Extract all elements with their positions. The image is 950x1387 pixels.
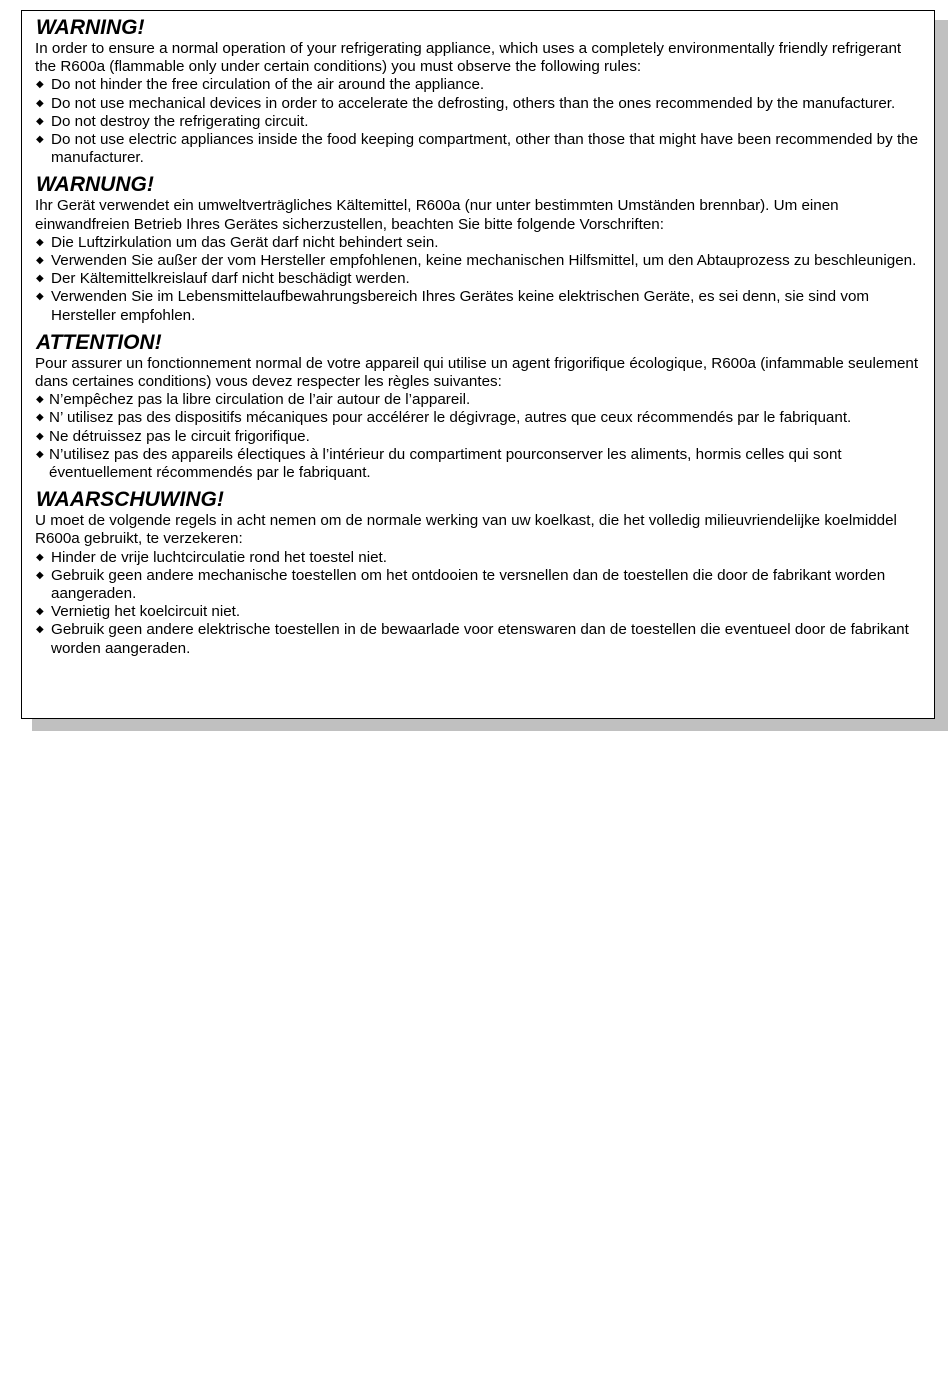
section-intro: Ihr Gerät verwendet ein umweltverträgliches Kältemittel, R600a (nur unter bestimmten Umständen brennbar). Um einen einwandfreien Betrieb Ihres Gerätes sicherzustellen, beachten Sie bitte folgende Vorschriften:: [35, 197, 839, 233]
list-item: [35, 234, 921, 252]
list-item: [35, 252, 921, 270]
section-dutch: [35, 488, 921, 658]
bullet-diamond-icon: ◆: [36, 97, 44, 109]
bullet-diamond-icon: ◆: [36, 236, 44, 248]
rules-list: [35, 549, 921, 658]
list-item: [35, 288, 921, 324]
section-french: [35, 331, 921, 482]
bullet-diamond-icon: ◆: [36, 430, 44, 442]
list-item-text: Vernietig het koelcircuit niet.: [51, 603, 241, 621]
list-item: [35, 409, 921, 427]
list-item: [35, 391, 921, 409]
bullet-diamond-icon: ◆: [36, 273, 44, 285]
bullet-diamond-icon: ◆: [36, 551, 44, 563]
list-item: [35, 446, 921, 482]
warning-box: [21, 10, 935, 719]
list-item: [35, 567, 921, 603]
bullet-diamond-icon: ◆: [36, 291, 44, 303]
list-item: [35, 621, 921, 657]
list-item-text: N’utilisez pas des appareils électiques à l’intérieur du compartiment pourconserver les aliments, hormis celles qui sont éventuellement récommendés par le fabriquant.: [49, 445, 842, 482]
list-item-text: Die Luftzirkulation um das Gerät darf nicht behindert sein.: [51, 233, 439, 251]
list-item: [35, 131, 921, 167]
list-item-text: Der Kältemittelkreislauf darf nicht beschädigt werden.: [51, 270, 410, 288]
list-item: [35, 270, 921, 288]
list-item-text: Gebruik geen andere mechanische toestellen om het ontdooien te versnellen dan de toestellen die door de fabrikant worden aangeraden.: [51, 566, 886, 603]
list-item-text: Do not destroy the refrigerating circuit.: [51, 112, 309, 130]
bullet-diamond-icon: ◆: [36, 448, 44, 460]
list-item-text: Do not use mechanical devices in order to accelerate the defrosting, others than the ones recommended by the manufacturer.: [51, 94, 896, 112]
section-german: [35, 173, 921, 324]
bullet-diamond-icon: ◆: [36, 134, 44, 146]
list-item-text: Ne détruissez pas le circuit frigorifique.: [49, 427, 310, 445]
list-item-text: Hinder de vrije luchtcirculatie rond het toestel niet.: [51, 548, 387, 566]
section-intro: In order to ensure a normal operation of your refrigerating appliance, which uses a completely environmentally friendly refrigerant the R600a (flammable only under certain conditions) you must observe the following rules:: [35, 40, 902, 76]
list-item-text: Verwenden Sie im Lebensmittelaufbewahrungsbereich Ihres Gerätes keine elektrischen Geräte, es sei denn, sie sind vom Hersteller empfohlen.: [51, 288, 870, 324]
bullet-diamond-icon: ◆: [36, 569, 44, 581]
section-heading: WARNING!: [36, 16, 145, 39]
list-item: [35, 428, 921, 446]
bullet-diamond-icon: ◆: [36, 624, 44, 636]
list-item-text: Do not use electric appliances inside the food keeping compartment, other than those that might have been recommended by the manufacturer.: [51, 131, 919, 167]
section-heading: WARNUNG!: [36, 173, 154, 197]
bullet-diamond-icon: ◆: [36, 255, 44, 267]
list-item: [35, 113, 921, 131]
bullet-diamond-icon: ◆: [36, 606, 44, 618]
list-item-text: Verwenden Sie außer der vom Hersteller empfohlenen, keine mechanischen Hilfsmittel, um den Abtauprozess zu beschleunigen.: [51, 252, 917, 270]
list-item: [35, 76, 921, 94]
rules-list: [35, 234, 921, 325]
list-item-text: Do not hinder the free circulation of the air around the appliance.: [51, 76, 485, 94]
bullet-diamond-icon: ◆: [36, 394, 44, 406]
rules-list: [35, 76, 921, 167]
section-intro: U moet de volgende regels in acht nemen om de normale werking van uw koelkast, die het volledig milieuvriendelijke koelmiddel R600a gebruikt, te verzekeren:: [35, 512, 897, 548]
rules-list: [35, 391, 921, 482]
bullet-diamond-icon: ◆: [36, 79, 44, 91]
list-item: [35, 603, 921, 621]
section-heading: WAARSCHUWING!: [36, 488, 224, 512]
section-intro: Pour assurer un fonctionnement normal de votre appareil qui utilise un agent frigorifique écologique, R600a (infammable seulement dans certaines conditions) vous devez respecter les règles suivantes:: [35, 354, 919, 391]
list-item-text: Gebruik geen andere elektrische toestellen in de bewaarlade voor etenswaren dan de toestellen die eventueel door de fabrikant worden aangeraden.: [51, 621, 909, 657]
list-item: [35, 549, 921, 567]
list-item-text: N’empêchez pas la libre circulation de l’air autour de l’appareil.: [49, 391, 471, 409]
list-item: [35, 95, 921, 113]
bullet-diamond-icon: ◆: [36, 115, 44, 127]
list-item-text: N’ utilisez pas des dispositifs mécaniques pour accélérer le dégivrage, autres que ceux récommendés par le fabriquant.: [49, 409, 852, 427]
section-english: [35, 16, 921, 167]
section-heading: ATTENTION!: [36, 330, 162, 354]
bullet-diamond-icon: ◆: [36, 412, 44, 424]
